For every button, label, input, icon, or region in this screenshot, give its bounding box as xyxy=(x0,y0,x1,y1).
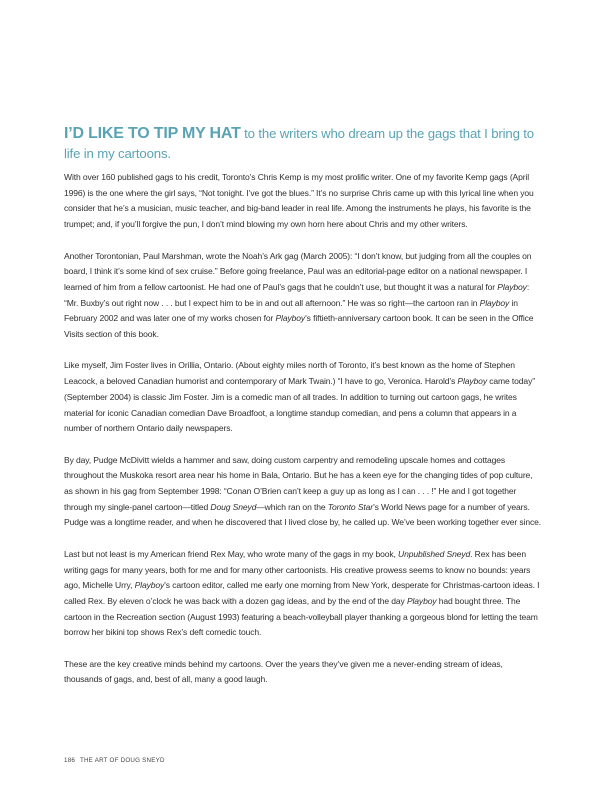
text-run: Last but not least is my American friend Rex May, who wrote many of the gags in my book, xyxy=(64,548,399,559)
paragraph xyxy=(64,170,541,233)
italic-title: Playboy xyxy=(457,376,487,387)
italic-title: Playboy xyxy=(479,297,510,308)
italic-title: Playboy xyxy=(406,595,437,606)
text-run: came today” (September 2004) is classic Jim Foster. Jim is a comedic man of all trades. In addition to turning out cartoon gags, he writes material for iconic Canadian comedian Dave Broadfoot, a longtime standup comedian, and pens a column that appears in a number of northern Ontario daily newspapers. xyxy=(64,376,535,434)
text-run: in February 2002 and was later one of my works chosen for xyxy=(64,297,518,324)
page-footer xyxy=(64,757,165,764)
body-text xyxy=(64,170,541,704)
italic-title: Unpublished Sneyd xyxy=(398,548,471,559)
text-run: Another Torontonian, Paul Marshman, wrote the Noah’s Ark gag (March 2005): “I don’t know, but judging from all the couples on board, I think it’s some kind of sex cruise.” Before going freelance, Paul was an editorial-page editor on a national newspaper. I learned of him from a fellow cartoonist. He had one of Paul’s gags that he couldn’t use, but thought it was a natural for xyxy=(64,250,532,292)
italic-title: Playboy xyxy=(275,313,306,324)
text-run: These are the key creative minds behind my cartoons. Over the years they’ve given me a never-ending stream of ideas, thousands of gags, and, best of all, many a good laugh. xyxy=(64,658,503,685)
paragraph xyxy=(64,453,541,532)
text-run: With over 160 published gags to his credit, Toronto’s Chris Kemp is my most prolific writer. One of my favorite Kemp gags (April 1996) is the one where the girl says, “Not tonight. I’ve got the blues.” It’s no surprise Chris came up with this lyrical line when you consider that he’s a musician, music teacher, and big-band leader in real life. Among the instruments he plays, his favorite is the trumpet; and, if you’ll forgive the pun, I don’t mind blowing my own horn here about Chris and my other writers. xyxy=(64,172,534,230)
italic-title: Toronto Star xyxy=(327,501,374,512)
italic-title: Doug Sneyd xyxy=(210,501,257,512)
paragraph xyxy=(64,657,541,688)
heading-lead: I’D LIKE TO TIP MY HAT xyxy=(64,125,241,142)
text-run: By day, Pudge McDivitt wields a hammer and saw, doing custom carpentry and remodeling upscale homes and cottages throughout the Muskoka resort area near his home in Bala, Ontario. But he has a keen eye for the changing tides of pop culture, as shown in his gag from September 1998: “Conan O’Brien can’t keep a guy up as long as I can . . . !” He and I got together through my single-panel cartoon—titled xyxy=(64,454,533,512)
text-run: . Rex has been writing gags for many years, both for me and for many other cartoonists. His creative prowess seems to know no bounds: years ago, Michelle Urry, xyxy=(64,548,531,591)
page-number: 186 xyxy=(64,757,76,764)
text-run: Like myself, Jim Foster lives in Orillia, Ontario. (About eighty miles north of Toronto, it’s best known as the home of Stephen Leacock, a beloved Canadian humorist and contemporary of Mark Twain.) “I have to go, Veronica. Harold’s xyxy=(64,360,515,387)
page-heading xyxy=(64,124,544,164)
heading-rest: to the writers who dream up the gags that I bring to life in my cartoons. xyxy=(64,126,534,161)
paragraph xyxy=(64,249,541,343)
text-run: ’s fiftieth-anniversary cartoon book. It can be seen in the Office Visits section of this book. xyxy=(64,313,534,340)
paragraph xyxy=(64,547,541,641)
text-run: ’s World News page for a number of years. Pudge was a longtime reader, and when he discovered that I lived close by, he called up. We’ve been working together ever since. xyxy=(64,501,542,528)
paragraph xyxy=(64,358,541,437)
italic-title: Playboy xyxy=(497,281,527,292)
text-run: —which ran on the xyxy=(256,501,328,512)
text-run: had bought three. The cartoon in the Recreation section (August 1993) featuring a beach-volleyball player thanking a gorgeous blond for letting the team borrow her bikini top shows Rex’s deft comedic touch. xyxy=(64,595,538,638)
running-title: THE ART OF DOUG SNEYD xyxy=(79,757,165,764)
text-run: ’s cartoon editor, called me early one morning from New York, desperate for Christmas-cartoon ideas. I called Rex. By eleven o’clock he was back with a dozen gag ideas, and by the end of the day xyxy=(64,580,540,606)
text-run: : “Mr. Buxby’s out right now . . . but I expect him to be in and out all afternoon.” He was so right—the cartoon ran in xyxy=(64,281,530,308)
italic-title: Playboy xyxy=(134,580,165,591)
